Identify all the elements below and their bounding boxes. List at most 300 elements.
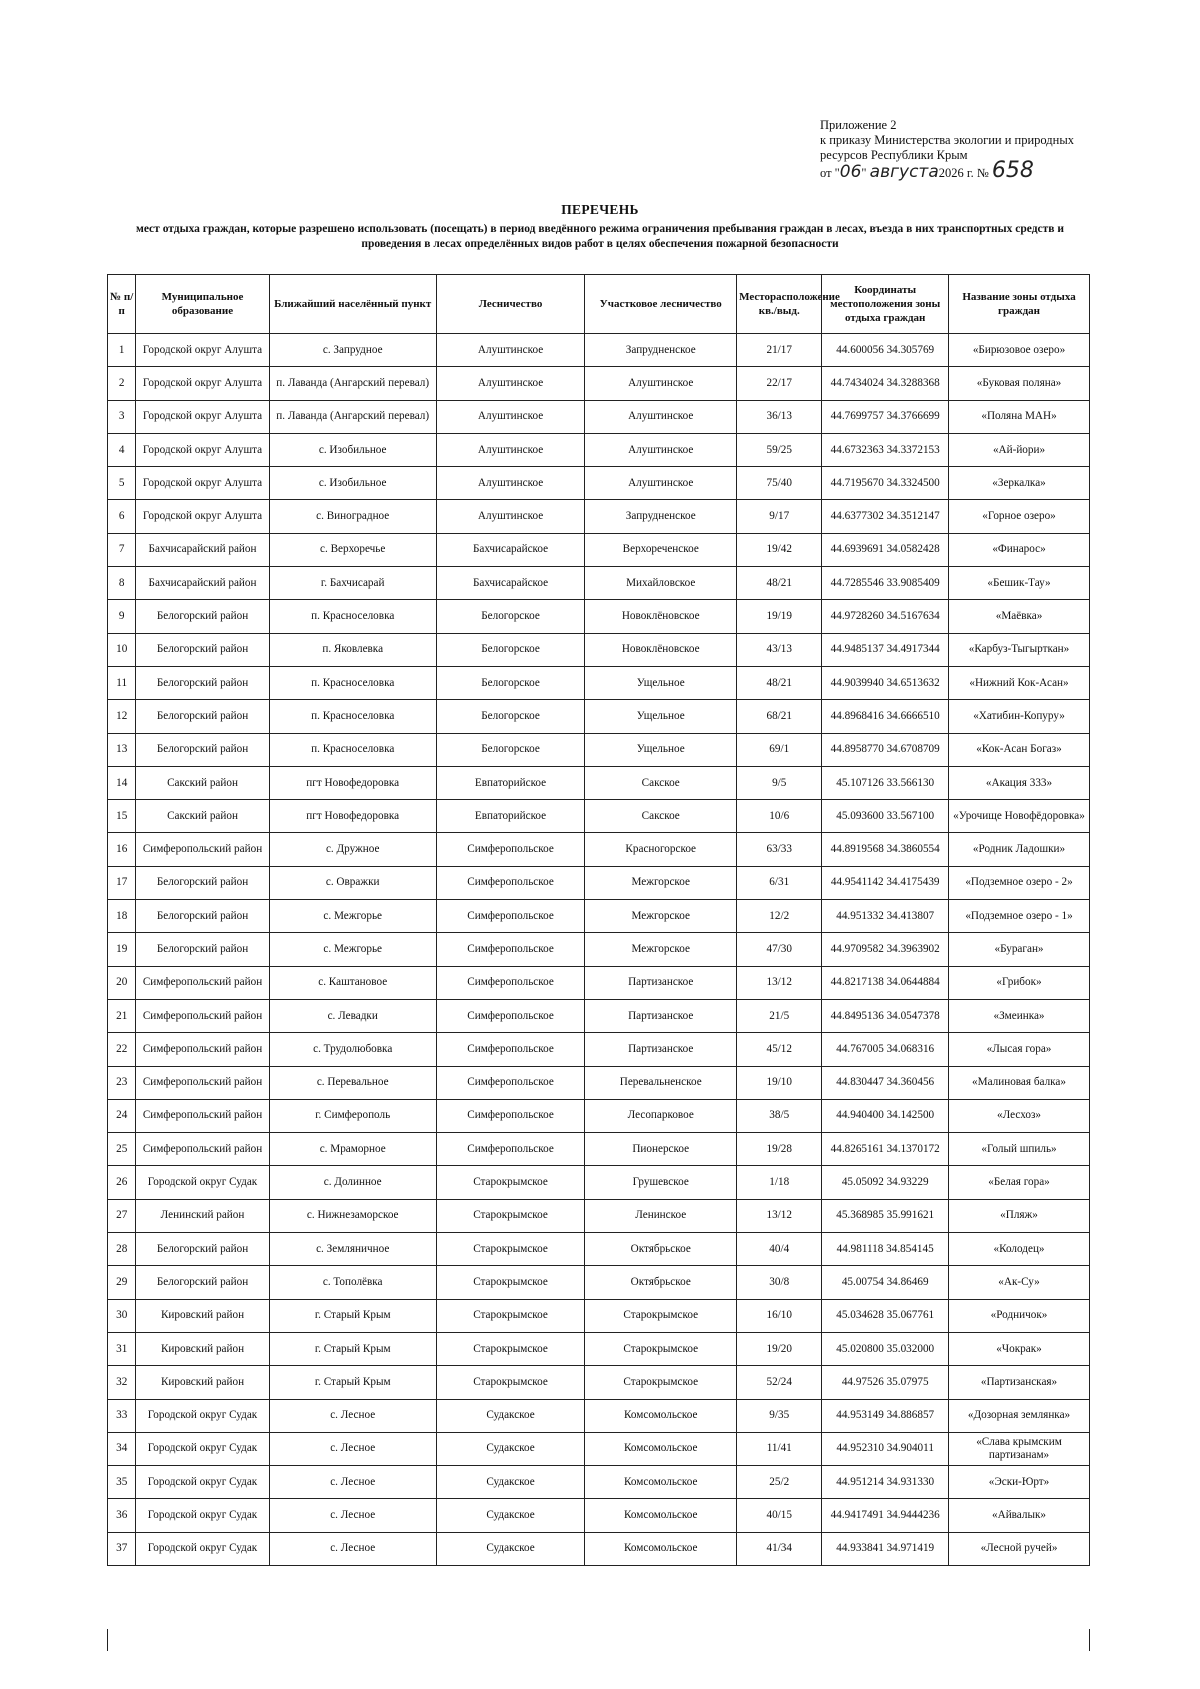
order-date-line <box>820 158 1160 183</box>
cell-zone-name: «Эски-Юрт» <box>949 1466 1090 1499</box>
cell-zone-name: «Айвалык» <box>949 1499 1090 1532</box>
cell-nearest-settlement: г. Старый Крым <box>269 1366 436 1399</box>
cell-district-forestry: Комсомольское <box>585 1532 737 1565</box>
cell-nearest-settlement: с. Левадки <box>269 999 436 1032</box>
cell-row-number: 12 <box>108 700 136 733</box>
cell-district-forestry: Новоклёновское <box>585 600 737 633</box>
cell-nearest-settlement: с. Мраморное <box>269 1133 436 1166</box>
cell-coordinates: 44.8217138 34.0644884 <box>822 966 949 999</box>
cell-coordinates: 44.767005 34.068316 <box>822 1033 949 1066</box>
handwritten-month: августа <box>869 162 939 182</box>
cell-forestry: Алуштинское <box>436 433 585 466</box>
cell-row-number: 6 <box>108 500 136 533</box>
cell-forest-quarter: 38/5 <box>737 1099 822 1132</box>
cell-forest-quarter: 40/15 <box>737 1499 822 1532</box>
cell-nearest-settlement: г. Симферополь <box>269 1099 436 1132</box>
cell-district-forestry: Комсомольское <box>585 1399 737 1432</box>
cell-municipality: Городской округ Судак <box>136 1499 269 1532</box>
cell-coordinates: 45.034628 35.067761 <box>822 1299 949 1332</box>
cell-district-forestry: Перевальненское <box>585 1066 737 1099</box>
cell-district-forestry: Новоклёновское <box>585 633 737 666</box>
table-row <box>108 1499 1090 1532</box>
cell-coordinates: 44.8968416 34.6666510 <box>822 700 949 733</box>
cell-forestry: Судакское <box>436 1499 585 1532</box>
cell-forest-quarter: 1/18 <box>737 1166 822 1199</box>
table-row <box>108 567 1090 600</box>
cell-coordinates: 44.953149 34.886857 <box>822 1399 949 1432</box>
cell-forest-quarter: 21/17 <box>737 334 822 367</box>
cell-municipality: Городской округ Судак <box>136 1532 269 1565</box>
cell-district-forestry: Запрудненское <box>585 500 737 533</box>
cell-coordinates: 44.940400 34.142500 <box>822 1099 949 1132</box>
cell-forestry: Судакское <box>436 1399 585 1432</box>
cell-district-forestry: Комсомольское <box>585 1466 737 1499</box>
date-prefix: от " <box>820 166 840 180</box>
table-row <box>108 666 1090 699</box>
cell-forest-quarter: 19/28 <box>737 1133 822 1166</box>
cell-municipality: Городской округ Алушта <box>136 500 269 533</box>
cell-nearest-settlement: с. Верхоречье <box>269 533 436 566</box>
cell-forestry: Бахчисарайское <box>436 533 585 566</box>
appendix-label: Приложение 2 <box>820 118 897 132</box>
cell-row-number: 2 <box>108 367 136 400</box>
cell-forest-quarter: 47/30 <box>737 933 822 966</box>
cell-zone-name: «Маёвка» <box>949 600 1090 633</box>
cell-forest-quarter: 48/21 <box>737 666 822 699</box>
cell-row-number: 8 <box>108 567 136 600</box>
cell-district-forestry: Алуштинское <box>585 467 737 500</box>
cell-row-number: 5 <box>108 467 136 500</box>
cell-row-number: 29 <box>108 1266 136 1299</box>
cell-zone-name: «Кок-Асан Богаз» <box>949 733 1090 766</box>
cell-forest-quarter: 21/5 <box>737 999 822 1032</box>
cell-zone-name: «Ак-Су» <box>949 1266 1090 1299</box>
cell-row-number: 24 <box>108 1099 136 1132</box>
cell-municipality: Городской округ Судак <box>136 1399 269 1432</box>
cell-municipality: Городской округ Судак <box>136 1432 269 1465</box>
cell-zone-name: «Хатибин-Копуру» <box>949 700 1090 733</box>
cell-forestry: Алуштинское <box>436 400 585 433</box>
cell-district-forestry: Партизанское <box>585 1033 737 1066</box>
cell-coordinates: 44.933841 34.971419 <box>822 1532 949 1565</box>
cell-forestry: Белогорское <box>436 700 585 733</box>
cell-district-forestry: Грушевское <box>585 1166 737 1199</box>
cell-coordinates: 45.107126 33.566130 <box>822 766 949 799</box>
table-row <box>108 1133 1090 1166</box>
cell-district-forestry: Пионерское <box>585 1133 737 1166</box>
cell-municipality: Симферопольский район <box>136 1033 269 1066</box>
table-row <box>108 1399 1090 1432</box>
cell-forestry: Старокрымское <box>436 1299 585 1332</box>
cell-municipality: Городской округ Алушта <box>136 367 269 400</box>
cell-forest-quarter: 11/41 <box>737 1432 822 1465</box>
cell-forest-quarter: 41/34 <box>737 1532 822 1565</box>
cell-forestry: Судакское <box>436 1466 585 1499</box>
cell-zone-name: «Партизанская» <box>949 1366 1090 1399</box>
table-row <box>108 733 1090 766</box>
cell-forestry: Симферопольское <box>436 966 585 999</box>
table-row <box>108 966 1090 999</box>
table-row <box>108 1233 1090 1266</box>
cell-municipality: Белогорский район <box>136 666 269 699</box>
cell-district-forestry: Лесопарковое <box>585 1099 737 1132</box>
cell-nearest-settlement: с. Тополёвка <box>269 1266 436 1299</box>
cell-coordinates: 45.05092 34.93229 <box>822 1166 949 1199</box>
cell-row-number: 28 <box>108 1233 136 1266</box>
cell-nearest-settlement: с. Перевальное <box>269 1066 436 1099</box>
cell-zone-name: «Белая гора» <box>949 1166 1090 1199</box>
cell-nearest-settlement: с. Лесное <box>269 1532 436 1565</box>
recreation-places-table <box>107 274 1090 1566</box>
cell-district-forestry: Сакское <box>585 800 737 833</box>
cell-coordinates: 44.8919568 34.3860554 <box>822 833 949 866</box>
table-row <box>108 900 1090 933</box>
column-header-zone-name: Название зоны отдыха граждан <box>949 275 1090 334</box>
cell-row-number: 32 <box>108 1366 136 1399</box>
cell-zone-name: «Малиновая балка» <box>949 1066 1090 1099</box>
cell-forest-quarter: 10/6 <box>737 800 822 833</box>
handwritten-order-number: 658 <box>991 158 1034 183</box>
cell-row-number: 37 <box>108 1532 136 1565</box>
cell-row-number: 16 <box>108 833 136 866</box>
cell-nearest-settlement: с. Запрудное <box>269 334 436 367</box>
table-row <box>108 1166 1090 1199</box>
cell-district-forestry: Межгорское <box>585 933 737 966</box>
table-row <box>108 533 1090 566</box>
table-row <box>108 933 1090 966</box>
cell-district-forestry: Ущельное <box>585 733 737 766</box>
cell-district-forestry: Алуштинское <box>585 400 737 433</box>
cell-district-forestry: Партизанское <box>585 966 737 999</box>
cell-nearest-settlement: с. Земляничное <box>269 1233 436 1266</box>
cell-district-forestry: Старокрымское <box>585 1366 737 1399</box>
table-row <box>108 766 1090 799</box>
cell-forest-quarter: 25/2 <box>737 1466 822 1499</box>
cell-municipality: Кировский район <box>136 1366 269 1399</box>
cell-forest-quarter: 22/17 <box>737 367 822 400</box>
table-row <box>108 400 1090 433</box>
cell-municipality: Белогорский район <box>136 1266 269 1299</box>
cell-district-forestry: Межгорское <box>585 866 737 899</box>
cell-district-forestry: Красногорское <box>585 833 737 866</box>
cell-forest-quarter: 59/25 <box>737 433 822 466</box>
cell-nearest-settlement: п. Красноселовка <box>269 666 436 699</box>
cell-zone-name: «Урочище Новофёдоровка» <box>949 800 1090 833</box>
cell-row-number: 4 <box>108 433 136 466</box>
table-row <box>108 866 1090 899</box>
column-header-nearest-settlement: Ближайший населённый пункт <box>269 275 436 334</box>
cell-zone-name: «Бешик-Тау» <box>949 567 1090 600</box>
cell-forest-quarter: 12/2 <box>737 900 822 933</box>
cell-row-number: 31 <box>108 1332 136 1365</box>
cell-row-number: 22 <box>108 1033 136 1066</box>
cell-district-forestry: Алуштинское <box>585 367 737 400</box>
cell-coordinates: 44.8958770 34.6708709 <box>822 733 949 766</box>
cell-municipality: Белогорский район <box>136 900 269 933</box>
cell-forest-quarter: 40/4 <box>737 1233 822 1266</box>
cell-municipality: Симферопольский район <box>136 966 269 999</box>
cell-zone-name: «Финарос» <box>949 533 1090 566</box>
cell-district-forestry: Октябрьское <box>585 1233 737 1266</box>
cell-forest-quarter: 63/33 <box>737 833 822 866</box>
cell-municipality: Белогорский район <box>136 933 269 966</box>
cell-zone-name: «Лысая гора» <box>949 1033 1090 1066</box>
cell-coordinates: 44.7699757 34.3766699 <box>822 400 949 433</box>
table-continuation <box>107 1629 1090 1651</box>
cell-forestry: Старокрымское <box>436 1266 585 1299</box>
order-reference: к приказу Министерства экологии и природных <box>820 133 1075 147</box>
cell-nearest-settlement: с. Межгорье <box>269 900 436 933</box>
table-row <box>108 1366 1090 1399</box>
cell-forest-quarter: 19/19 <box>737 600 822 633</box>
cell-coordinates: 44.97526 35.07975 <box>822 1366 949 1399</box>
cell-coordinates: 45.368985 35.991621 <box>822 1199 949 1232</box>
cell-nearest-settlement: п. Лаванда (Ангарский перевал) <box>269 400 436 433</box>
cell-district-forestry: Ущельное <box>585 700 737 733</box>
cell-municipality: Белогорский район <box>136 700 269 733</box>
cell-zone-name: «Лесхоз» <box>949 1099 1090 1132</box>
table-row <box>108 334 1090 367</box>
cell-row-number: 26 <box>108 1166 136 1199</box>
cell-coordinates: 44.7434024 34.3288368 <box>822 367 949 400</box>
cell-forestry: Симферопольское <box>436 999 585 1032</box>
cell-zone-name: «Подземное озеро - 2» <box>949 866 1090 899</box>
cell-nearest-settlement: п. Яковлевка <box>269 633 436 666</box>
cell-municipality: Ленинский район <box>136 1199 269 1232</box>
cell-row-number: 9 <box>108 600 136 633</box>
table-row <box>108 1066 1090 1099</box>
cell-municipality: Городской округ Алушта <box>136 400 269 433</box>
cell-forestry: Симферопольское <box>436 900 585 933</box>
cell-forest-quarter: 16/10 <box>737 1299 822 1332</box>
cell-zone-name: «Колодец» <box>949 1233 1090 1266</box>
appendix-header <box>820 118 1160 181</box>
cell-forest-quarter: 36/13 <box>737 400 822 433</box>
cell-forestry: Евпаторийское <box>436 766 585 799</box>
cell-row-number: 25 <box>108 1133 136 1166</box>
cell-zone-name: «Ай-йори» <box>949 433 1090 466</box>
cell-zone-name: «Грибок» <box>949 966 1090 999</box>
cell-row-number: 21 <box>108 999 136 1032</box>
cell-municipality: Кировский район <box>136 1299 269 1332</box>
cell-municipality: Сакский район <box>136 800 269 833</box>
cell-nearest-settlement: с. Овражки <box>269 866 436 899</box>
cell-forestry: Алуштинское <box>436 467 585 500</box>
cell-row-number: 11 <box>108 666 136 699</box>
cell-coordinates: 44.830447 34.360456 <box>822 1066 949 1099</box>
cell-nearest-settlement: п. Красноселовка <box>269 733 436 766</box>
cell-nearest-settlement: п. Красноселовка <box>269 700 436 733</box>
cell-forestry: Белогорское <box>436 600 585 633</box>
cell-forestry: Алуштинское <box>436 500 585 533</box>
cell-forestry: Белогорское <box>436 733 585 766</box>
cell-municipality: Белогорский район <box>136 600 269 633</box>
cell-forestry: Судакское <box>436 1432 585 1465</box>
cell-coordinates: 44.6939691 34.0582428 <box>822 533 949 566</box>
cell-coordinates: 44.951332 34.413807 <box>822 900 949 933</box>
cell-forestry: Евпаторийское <box>436 800 585 833</box>
cell-row-number: 17 <box>108 866 136 899</box>
cell-forest-quarter: 75/40 <box>737 467 822 500</box>
document-title: ПЕРЕЧЕНЬ <box>561 202 639 217</box>
cell-district-forestry: Алуштинское <box>585 433 737 466</box>
cell-zone-name: «Пляж» <box>949 1199 1090 1232</box>
cell-zone-name: «Лесной ручей» <box>949 1532 1090 1565</box>
cell-nearest-settlement: с. Трудолюбовка <box>269 1033 436 1066</box>
cell-coordinates: 45.093600 33.567100 <box>822 800 949 833</box>
cell-zone-name: «Зеркалка» <box>949 467 1090 500</box>
column-header-forestry: Лесничество <box>436 275 585 334</box>
cell-zone-name: «Горное озеро» <box>949 500 1090 533</box>
cell-zone-name: «Голый шпиль» <box>949 1133 1090 1166</box>
column-header-coordinates: Координаты местоположения зоны отдыха граждан <box>822 275 949 334</box>
cell-nearest-settlement: п. Лаванда (Ангарский перевал) <box>269 367 436 400</box>
cell-zone-name: «Родничок» <box>949 1299 1090 1332</box>
cell-forest-quarter: 13/12 <box>737 966 822 999</box>
cell-forest-quarter: 9/35 <box>737 1399 822 1432</box>
cell-coordinates: 44.9709582 34.3963902 <box>822 933 949 966</box>
cell-forestry: Симферопольское <box>436 1133 585 1166</box>
cell-forestry: Бахчисарайское <box>436 567 585 600</box>
table-row <box>108 1299 1090 1332</box>
table-row <box>108 1099 1090 1132</box>
cell-municipality: Белогорский район <box>136 866 269 899</box>
cell-forest-quarter: 13/12 <box>737 1199 822 1232</box>
table-row <box>108 1266 1090 1299</box>
cell-row-number: 1 <box>108 334 136 367</box>
cell-coordinates: 44.951214 34.931330 <box>822 1466 949 1499</box>
cell-forest-quarter: 9/5 <box>737 766 822 799</box>
cell-coordinates: 45.00754 34.86469 <box>822 1266 949 1299</box>
cell-municipality: Симферопольский район <box>136 1066 269 1099</box>
cell-zone-name: «Буковая поляна» <box>949 367 1090 400</box>
cell-forestry: Судакское <box>436 1532 585 1565</box>
cell-row-number: 33 <box>108 1399 136 1432</box>
cell-forestry: Старокрымское <box>436 1166 585 1199</box>
cell-municipality: Городской округ Алушта <box>136 467 269 500</box>
cell-district-forestry: Ленинское <box>585 1199 737 1232</box>
cell-municipality: Городской округ Судак <box>136 1166 269 1199</box>
table-row <box>108 999 1090 1032</box>
cell-row-number: 7 <box>108 533 136 566</box>
cell-row-number: 35 <box>108 1466 136 1499</box>
table-row <box>108 467 1090 500</box>
cell-nearest-settlement: пгт Новофедоровка <box>269 800 436 833</box>
cell-municipality: Белогорский район <box>136 1233 269 1266</box>
cell-row-number: 23 <box>108 1066 136 1099</box>
cell-municipality: Симферопольский район <box>136 833 269 866</box>
table-row <box>108 367 1090 400</box>
cell-municipality: Белогорский район <box>136 733 269 766</box>
cell-forestry: Симферопольское <box>436 1099 585 1132</box>
cell-row-number: 18 <box>108 900 136 933</box>
cell-district-forestry: Октябрьское <box>585 1266 737 1299</box>
column-header-row-number: № п/п <box>108 275 136 334</box>
cell-nearest-settlement: с. Лесное <box>269 1399 436 1432</box>
cell-district-forestry: Партизанское <box>585 999 737 1032</box>
cell-forest-quarter: 69/1 <box>737 733 822 766</box>
cell-forest-quarter: 19/20 <box>737 1332 822 1365</box>
cell-forest-quarter: 30/8 <box>737 1266 822 1299</box>
cell-coordinates: 44.9541142 34.4175439 <box>822 866 949 899</box>
cell-zone-name: «Слава крымским партизанам» <box>949 1432 1090 1465</box>
column-header-municipality: Муниципальное образование <box>136 275 269 334</box>
table-row <box>108 1199 1090 1232</box>
cell-district-forestry: Межгорское <box>585 900 737 933</box>
ministry-name: ресурсов Республики Крым <box>820 148 968 162</box>
cell-nearest-settlement: с. Лесное <box>269 1499 436 1532</box>
cell-nearest-settlement: с. Долинное <box>269 1166 436 1199</box>
cell-coordinates: 44.8495136 34.0547378 <box>822 999 949 1032</box>
cell-row-number: 19 <box>108 933 136 966</box>
cell-municipality: Городской округ Алушта <box>136 433 269 466</box>
cell-zone-name: «Родник Ладошки» <box>949 833 1090 866</box>
cell-zone-name: «Бураган» <box>949 933 1090 966</box>
cell-forestry: Симферопольское <box>436 833 585 866</box>
cell-coordinates: 44.9417491 34.9444236 <box>822 1499 949 1532</box>
cell-nearest-settlement: с. Лесное <box>269 1466 436 1499</box>
table-row <box>108 500 1090 533</box>
table-row <box>108 700 1090 733</box>
cell-district-forestry: Ущельное <box>585 666 737 699</box>
cell-coordinates: 44.6377302 34.3512147 <box>822 500 949 533</box>
table-row <box>108 1432 1090 1465</box>
cell-nearest-settlement: с. Изобильное <box>269 433 436 466</box>
cell-zone-name: «Подземное озеро - 1» <box>949 900 1090 933</box>
cell-district-forestry: Комсомольское <box>585 1432 737 1465</box>
table-row <box>108 833 1090 866</box>
cell-nearest-settlement: г. Старый Крым <box>269 1299 436 1332</box>
cell-forest-quarter: 19/10 <box>737 1066 822 1099</box>
table-row <box>108 1332 1090 1365</box>
cell-forestry: Белогорское <box>436 633 585 666</box>
cell-forestry: Алуштинское <box>436 334 585 367</box>
cell-coordinates: 44.9039940 34.6513632 <box>822 666 949 699</box>
cell-zone-name: «Нижний Кок-Асан» <box>949 666 1090 699</box>
cell-nearest-settlement: с. Виноградное <box>269 500 436 533</box>
cell-zone-name: «Карбуз-Тыгырткан» <box>949 633 1090 666</box>
cell-coordinates: 44.600056 34.305769 <box>822 334 949 367</box>
cell-coordinates: 44.8265161 34.1370172 <box>822 1133 949 1166</box>
cell-municipality: Городской округ Алушта <box>136 334 269 367</box>
cell-nearest-settlement: с. Каштановое <box>269 966 436 999</box>
cell-forestry: Старокрымское <box>436 1233 585 1266</box>
cell-coordinates: 44.981118 34.854145 <box>822 1233 949 1266</box>
cell-municipality: Городской округ Судак <box>136 1466 269 1499</box>
cell-zone-name: «Змеинка» <box>949 999 1090 1032</box>
cell-coordinates: 44.9485137 34.4917344 <box>822 633 949 666</box>
cell-nearest-settlement: пгт Новофедоровка <box>269 766 436 799</box>
cell-row-number: 30 <box>108 1299 136 1332</box>
cell-row-number: 15 <box>108 800 136 833</box>
cell-district-forestry: Верхореченское <box>585 533 737 566</box>
cell-nearest-settlement: с. Нижнезаморское <box>269 1199 436 1232</box>
cell-forestry: Старокрымское <box>436 1332 585 1365</box>
cell-municipality: Симферопольский район <box>136 999 269 1032</box>
cell-zone-name: «Чокрак» <box>949 1332 1090 1365</box>
table-row <box>108 633 1090 666</box>
cell-forest-quarter: 52/24 <box>737 1366 822 1399</box>
cell-forest-quarter: 45/12 <box>737 1033 822 1066</box>
cell-district-forestry: Старокрымское <box>585 1299 737 1332</box>
cell-row-number: 27 <box>108 1199 136 1232</box>
table-row <box>108 1466 1090 1499</box>
cell-forestry: Белогорское <box>436 666 585 699</box>
cell-nearest-settlement: с. Лесное <box>269 1432 436 1465</box>
cell-forest-quarter: 48/21 <box>737 567 822 600</box>
cell-forestry: Симферопольское <box>436 866 585 899</box>
table-row <box>108 1532 1090 1565</box>
